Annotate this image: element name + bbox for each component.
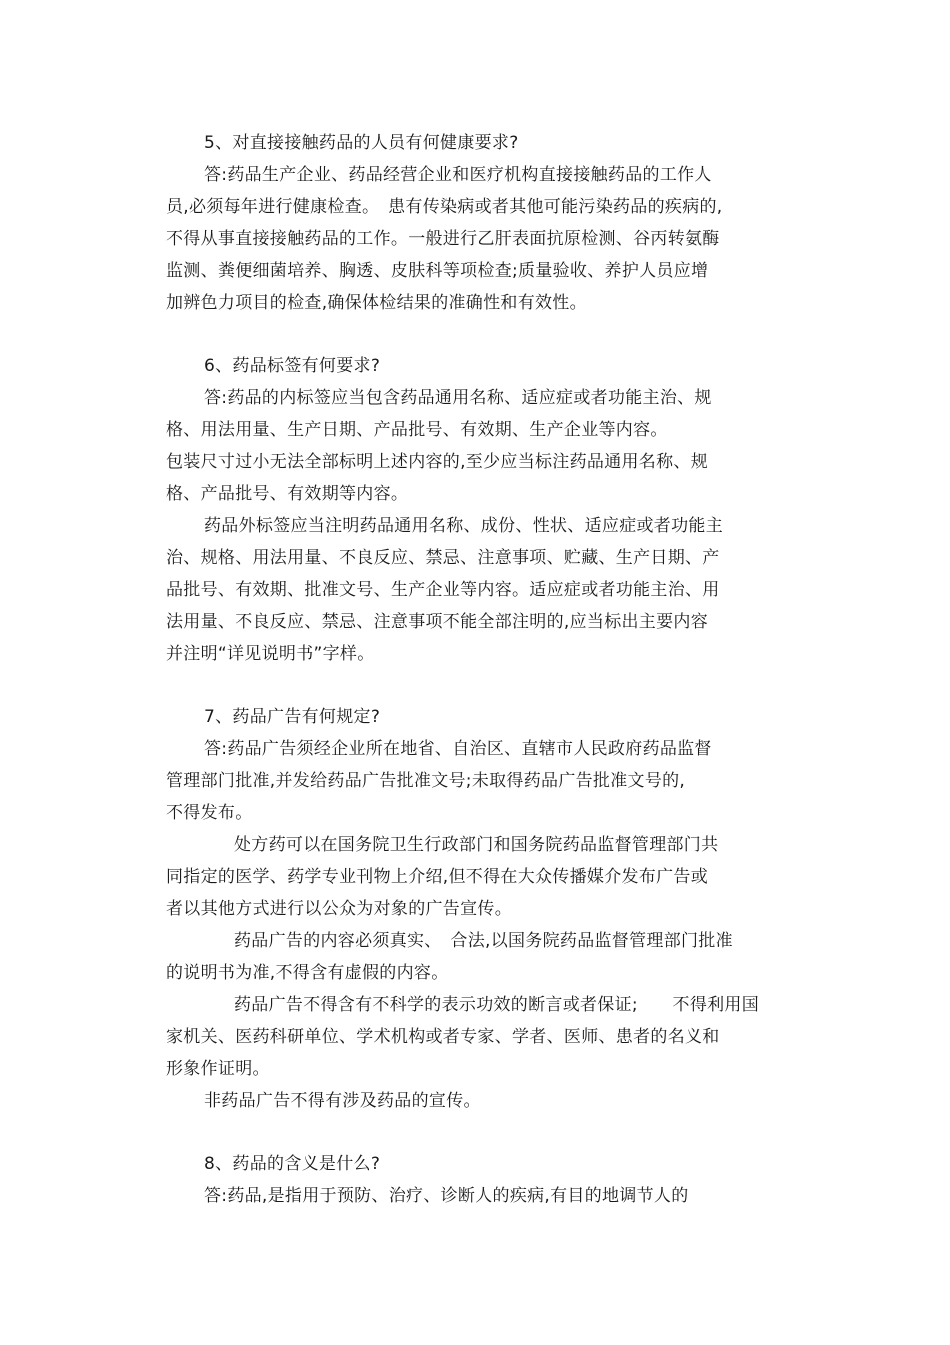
answer-line: 格、产品批号、有效期等内容。 <box>166 484 409 504</box>
answer-line: 管理部门批准,并发给药品广告批准文号;未取得药品广告批准文号的, <box>166 771 686 791</box>
question-8-heading: 8、药品的含义是什么? <box>204 1154 381 1174</box>
answer-line: 加辨色力项目的检查,确保体检结果的准确性和有效性。 <box>166 293 587 313</box>
answer-line: 药品广告不得含有不科学的表示功效的断言或者保证; 不得利用国 <box>234 995 760 1015</box>
answer-line: 非药品广告不得有涉及药品的宣传。 <box>204 1091 481 1111</box>
answer-line: 不得从事直接接触药品的工作。一般进行乙肝表面抗原检测、谷丙转氨酶 <box>166 229 720 249</box>
question-5-heading: 5、对直接接触药品的人员有何健康要求? <box>204 133 519 153</box>
answer-line: 家机关、医药科研单位、学术机构或者专家、学者、医师、患者的名义和 <box>166 1027 720 1047</box>
answer-line: 不得发布。 <box>166 803 253 823</box>
answer-line: 员,必须每年进行健康检查。 患有传染病或者其他可能污染药品的疾病的, <box>166 197 723 217</box>
answer-line: 法用量、不良反应、禁忌、注意事项不能全部注明的,应当标出主要内容 <box>166 612 709 632</box>
answer-line: 答:药品,是指用于预防、治疗、诊断人的疾病,有目的地调节人的 <box>204 1186 689 1206</box>
question-6-heading: 6、药品标签有何要求? <box>204 356 381 376</box>
answer-line: 形象作证明。 <box>166 1059 270 1079</box>
answer-line: 格、用法用量、生产日期、产品批号、有效期、生产企业等内容。 <box>166 420 668 440</box>
answer-line: 答:药品的内标签应当包含药品通用名称、适应症或者功能主治、规 <box>204 388 712 408</box>
answer-line: 并注明“详见说明书”字样。 <box>166 644 375 664</box>
answer-line: 同指定的医学、药学专业刊物上介绍,但不得在大众传播媒介发布广告或 <box>166 867 709 887</box>
answer-line: 者以其他方式进行以公众为对象的广告宣传。 <box>166 899 512 919</box>
answer-line: 答:药品广告须经企业所在地省、自治区、直辖市人民政府药品监督 <box>204 739 712 759</box>
answer-line: 治、规格、用法用量、不良反应、禁忌、注意事项、贮藏、生产日期、产 <box>166 548 720 568</box>
answer-line: 药品广告的内容必须真实、 合法,以国务院药品监督管理部门批准 <box>234 931 733 951</box>
question-7-heading: 7、药品广告有何规定? <box>204 707 381 727</box>
answer-line: 答:药品生产企业、药品经营企业和医疗机构直接接触药品的工作人 <box>204 165 712 185</box>
answer-line: 包装尺寸过小无法全部标明上述内容的,至少应当标注药品通用名称、规 <box>166 452 709 472</box>
answer-line: 处方药可以在国务院卫生行政部门和国务院药品监督管理部门共 <box>234 835 719 855</box>
answer-line: 药品外标签应当注明药品通用名称、成份、性状、适应症或者功能主 <box>204 516 723 536</box>
answer-line: 品批号、有效期、批准文号、生产企业等内容。适应症或者功能主治、用 <box>166 580 720 600</box>
answer-line: 监测、粪便细菌培养、胸透、皮肤科等项检查;质量验收、养护人员应增 <box>166 261 709 281</box>
answer-line: 的说明书为准,不得含有虚假的内容。 <box>166 963 449 983</box>
